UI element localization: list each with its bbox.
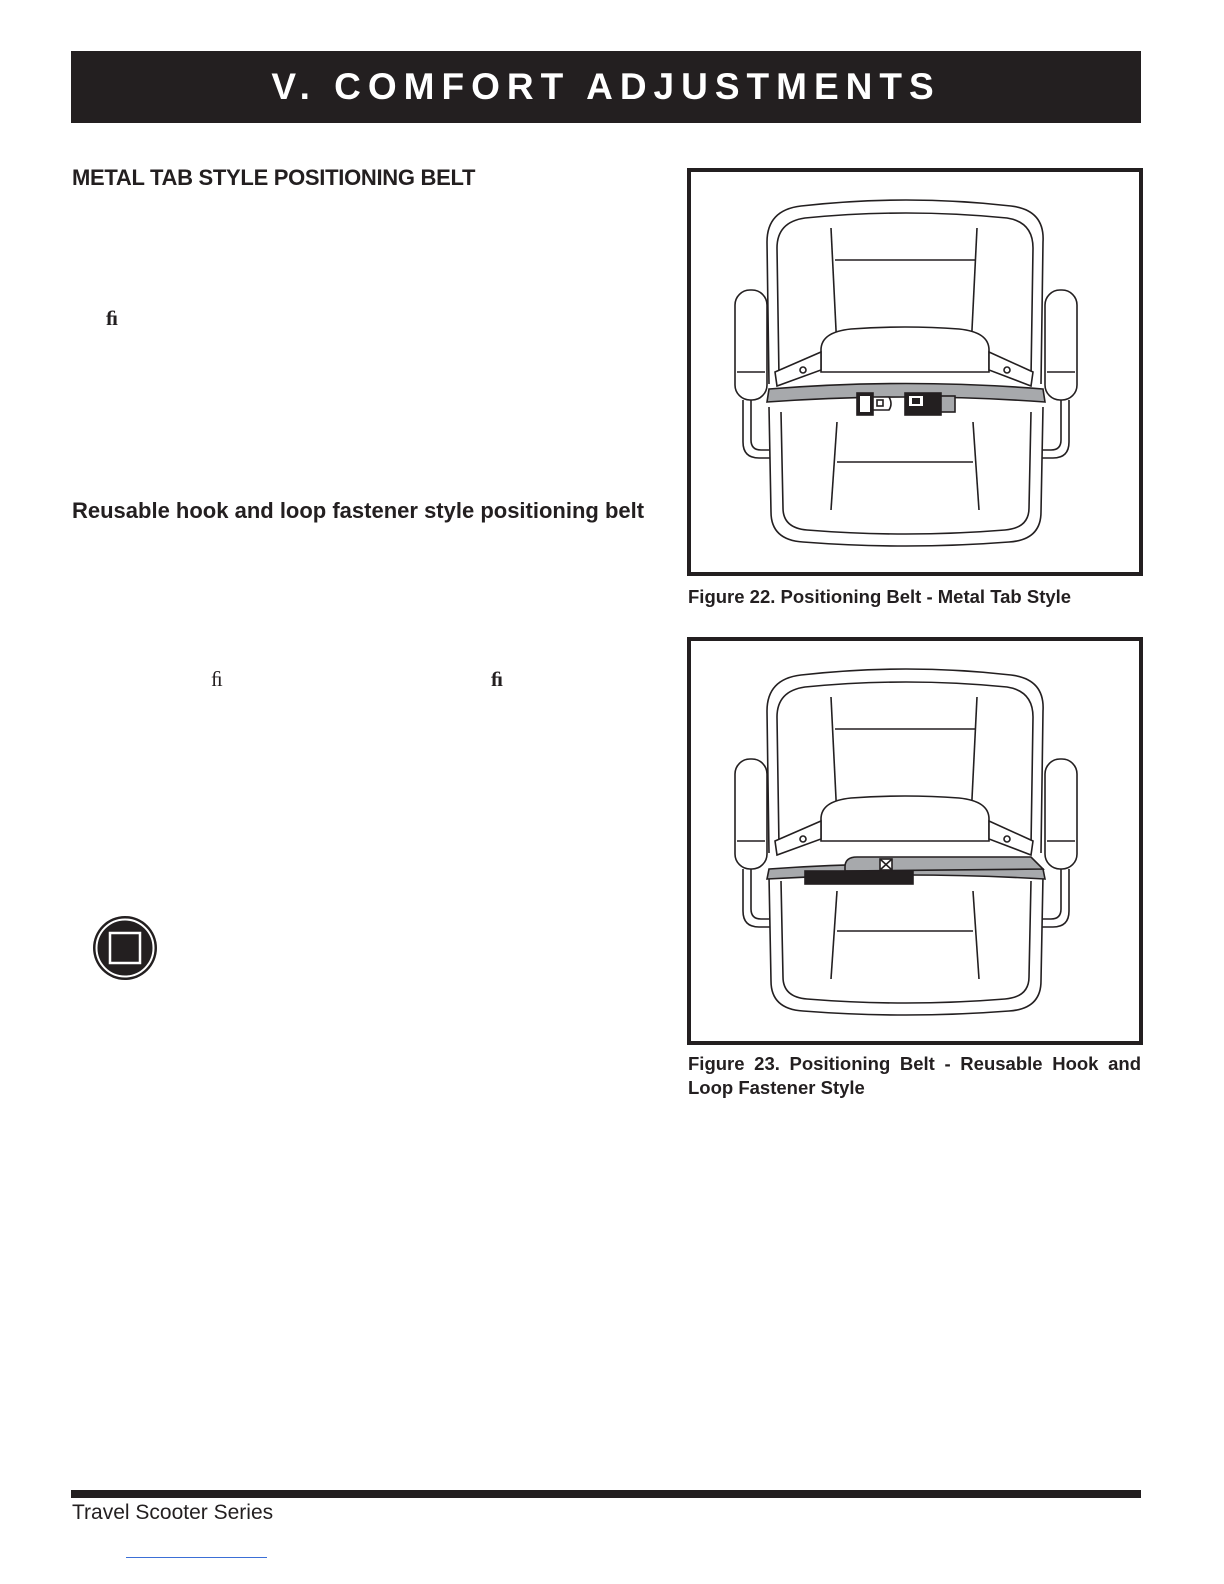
seat-illustration (735, 669, 1077, 1015)
ligature-glyph: ﬁ (106, 306, 118, 330)
figure-22-caption: Figure 22. Positioning Belt - Metal Tab Style (688, 586, 1072, 607)
section-title: V. COMFORT ADJUSTMENTS (271, 66, 941, 107)
ligature-glyph: ﬁ (491, 667, 503, 691)
section-title-bar (71, 51, 1141, 123)
note-icon (92, 915, 158, 981)
footer-rule (71, 1490, 1141, 1498)
metal-tab-heading: METAL TAB STYLE POSITIONING BELT (72, 165, 476, 190)
footer-series-name: Travel Scooter Series (72, 1501, 274, 1524)
footer-link-underline[interactable] (126, 1557, 267, 1558)
hook-loop-heading: Reusable hook and loop fastener style positioning belt (72, 498, 645, 523)
ligature-glyph: ﬁ (211, 667, 223, 691)
seat-illustration (735, 200, 1077, 546)
figure-metal-tab-belt (687, 168, 1143, 576)
figure-hook-loop-belt (687, 637, 1143, 1045)
figure-23-caption: Figure 23. Positioning Belt - Reusable Hook and Loop Fastener Style (688, 1053, 1141, 1098)
